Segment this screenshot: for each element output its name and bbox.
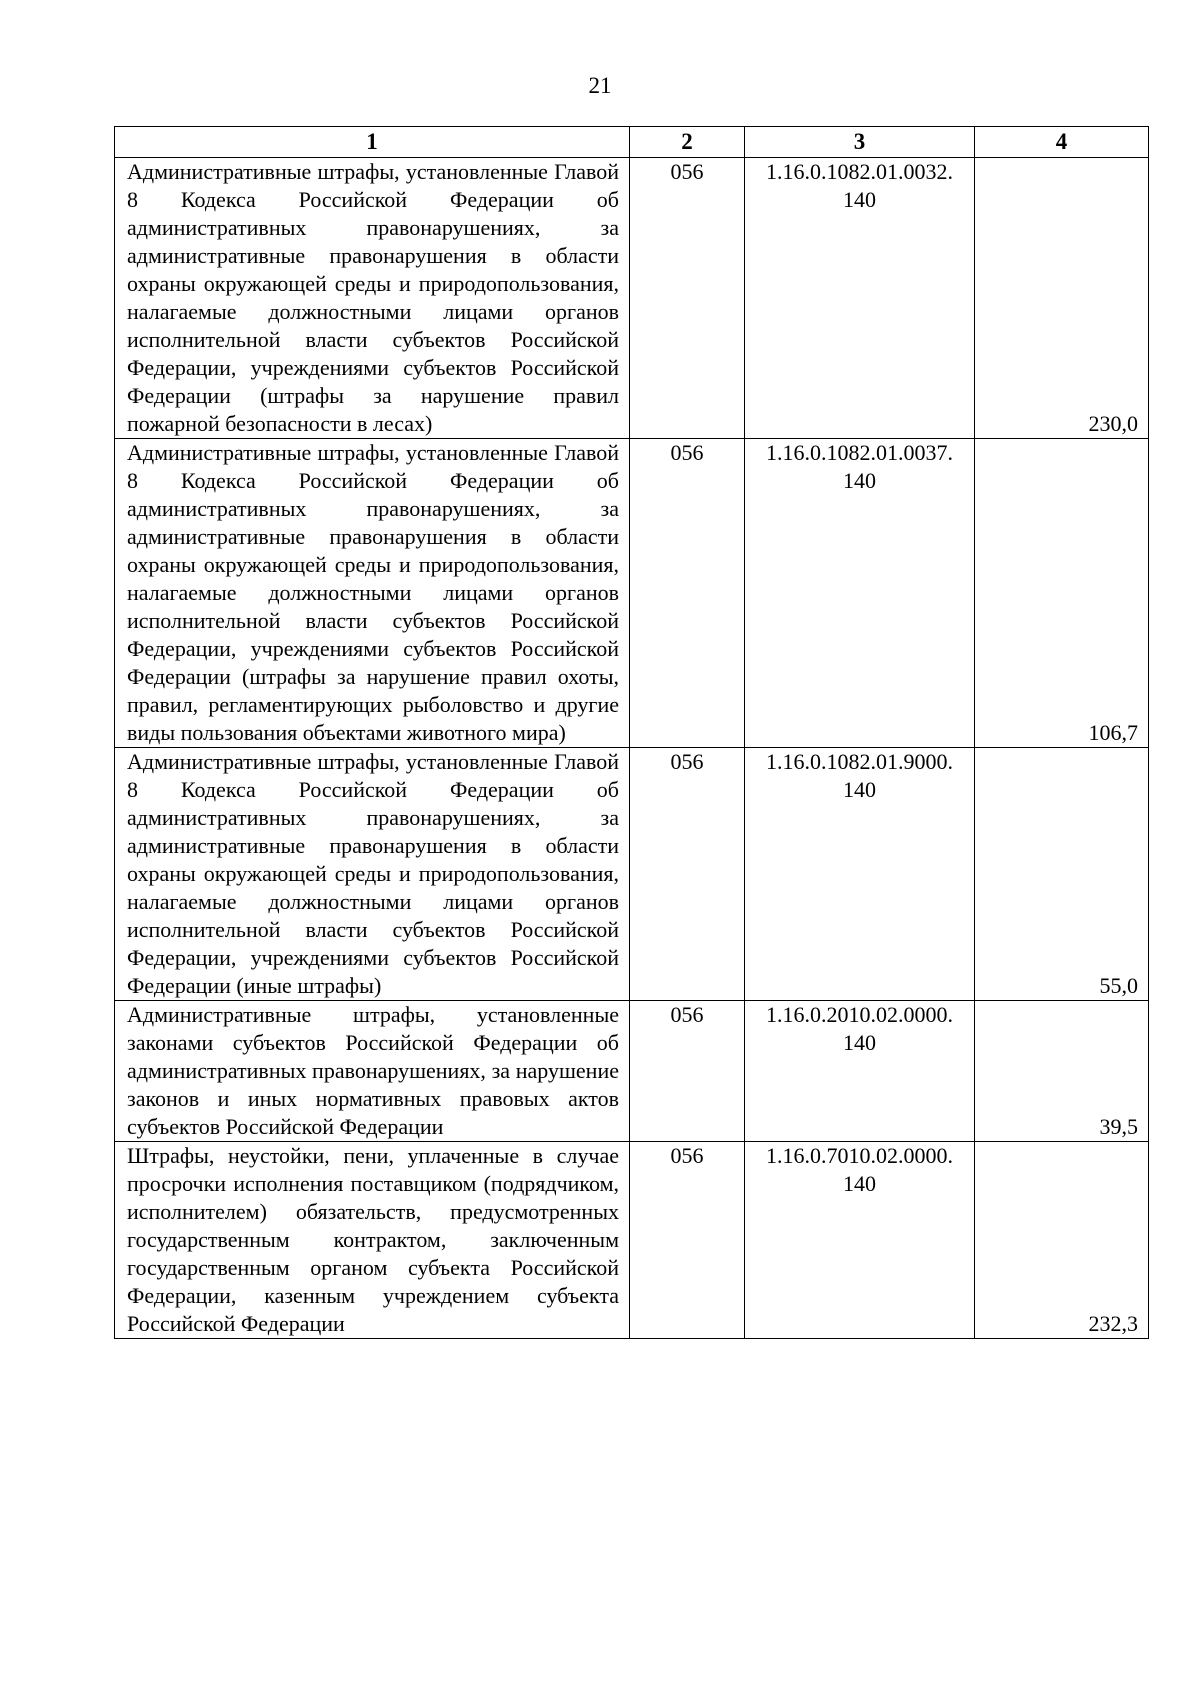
row-amount: 232,3	[975, 1142, 1149, 1339]
revenue-table	[114, 126, 1149, 1339]
row-kbk	[745, 1142, 975, 1339]
row-kbk-line1: 1.16.0.2010.02.0000.	[766, 1002, 953, 1027]
page-number: 21	[588, 73, 612, 98]
table-row	[115, 1001, 1149, 1142]
header-col-1: 1	[115, 127, 630, 158]
row-kbk-line1: 1.16.0.1082.01.0037.	[766, 440, 953, 465]
row-amount: 230,0	[975, 158, 1149, 439]
row-kbk-line1: 1.16.0.1082.01.0032.	[766, 159, 953, 184]
row-amount: 55,0	[975, 748, 1149, 1001]
row-kbk-line1: 1.16.0.1082.01.9000.	[766, 749, 953, 774]
row-description: Административные штрафы, установленные Главой 8 Кодекса Российской Федерации об административных правонарушениях, за административные правонарушения в области охраны окружающей среды и природопользования, налагаемые должностными лицами органов исполнительной власти субъектов Российской Федерации, учреждениями субъектов Российской Федерации (иные штрафы)	[115, 748, 630, 1001]
row-admin-code: 056	[630, 1142, 745, 1339]
row-kbk-line2: 140	[843, 1030, 876, 1055]
row-kbk	[745, 439, 975, 748]
row-kbk	[745, 748, 975, 1001]
row-admin-code: 056	[630, 158, 745, 439]
row-admin-code: 056	[630, 439, 745, 748]
table-row	[115, 439, 1149, 748]
header-col-4: 4	[975, 127, 1149, 158]
row-kbk-line2: 140	[843, 1171, 876, 1196]
header-col-3: 3	[745, 127, 975, 158]
row-admin-code: 056	[630, 1001, 745, 1142]
table-row	[115, 1142, 1149, 1339]
row-amount: 39,5	[975, 1001, 1149, 1142]
table-row	[115, 158, 1149, 439]
row-kbk-line2: 140	[843, 187, 876, 212]
row-kbk	[745, 158, 975, 439]
row-description: Административные штрафы, установленные законами субъектов Российской Федерации об административных правонарушениях, за нарушение законов и иных нормативных правовых актов субъектов Российской Федерации	[115, 1001, 630, 1142]
table-row	[115, 748, 1149, 1001]
row-kbk	[745, 1001, 975, 1142]
row-description: Административные штрафы, установленные Главой 8 Кодекса Российской Федерации об административных правонарушениях, за административные правонарушения в области охраны окружающей среды и природопользования, налагаемые должностными лицами органов исполнительной власти субъектов Российской Федерации, учреждениями субъектов Российской Федерации (штрафы за нарушение правил охоты, правил, регламентирующих рыболовство и другие виды пользования объектами животного мира)	[115, 439, 630, 748]
row-kbk-line1: 1.16.0.7010.02.0000.	[766, 1143, 953, 1168]
row-kbk-line2: 140	[843, 777, 876, 802]
row-kbk-line2: 140	[843, 468, 876, 493]
row-description: Штрафы, неустойки, пени, уплаченные в случае просрочки исполнения поставщиком (подрядчиком, исполнителем) обязательств, предусмотренных государственным контрактом, заключенным государственным органом субъекта Российской Федерации, казенным учреждением субъекта Российской Федерации	[115, 1142, 630, 1339]
row-admin-code: 056	[630, 748, 745, 1001]
row-description: Административные штрафы, установленные Главой 8 Кодекса Российской Федерации об административных правонарушениях, за административные правонарушения в области охраны окружающей среды и природопользования, налагаемые должностными лицами органов исполнительной власти субъектов Российской Федерации, учреждениями субъектов Российской Федерации (штрафы за нарушение правил пожарной безопасности в лесах)	[115, 158, 630, 439]
row-amount: 106,7	[975, 439, 1149, 748]
table-header-row	[115, 127, 1149, 158]
header-col-2: 2	[630, 127, 745, 158]
